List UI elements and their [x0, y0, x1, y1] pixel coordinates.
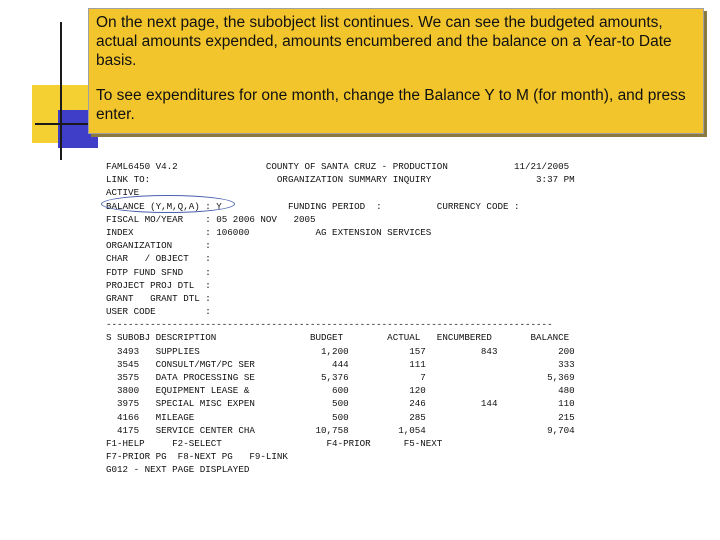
table-row[interactable]: 3575 DATA PROCESSING SE 5,376 7 5,369 — [106, 372, 575, 383]
terminal-inquiry-line: LINK TO: ORGANIZATION SUMMARY INQUIRY 3:37 PM — [106, 174, 575, 186]
function-keys-line-1: F1-HELP F2-SELECT F4-PRIOR F5-NEXT — [106, 437, 443, 449]
terminal-status-line: ACTIVE — [106, 187, 140, 199]
decorative-horizontal-line — [35, 123, 89, 125]
table-row[interactable]: 3800 EQUIPMENT LEASE & 600 120 480 — [106, 385, 575, 397]
table-header: S SUBOBJ DESCRIPTION BUDGET ACTUAL ENCUMBERED BALANCE — [106, 332, 570, 344]
balance-field[interactable]: BALANCE (Y,M,Q,A) : Y FUNDING PERIOD : CURRENCY CODE : — [106, 200, 520, 212]
fdtp-fund-field[interactable]: FDTP FUND SFND : — [106, 266, 211, 278]
status-message: G012 - NEXT PAGE DISPLAYED — [106, 464, 250, 476]
user-code-field[interactable]: USER CODE : — [106, 306, 211, 318]
divider-line: --------------------------------------------------------------------------------- — [106, 319, 553, 331]
callout-paragraph-month: To see expenditures for one month, change the Balance Y to M (for month), and press enter. — [96, 87, 686, 123]
table-row[interactable]: 3545 CONSULT/MGT/PC SER 444 111 333 — [106, 358, 575, 370]
instruction-callout — [88, 8, 704, 134]
terminal-title-line: FAML6450 V4.2 COUNTY OF SANTA CRUZ - PRODUCTION 11/21/2005 — [106, 161, 570, 172]
index-field[interactable]: INDEX : 106000 AG EXTENSION SERVICES — [106, 226, 432, 238]
organization-field[interactable]: ORGANIZATION : — [106, 240, 211, 252]
decorative-vertical-line — [60, 22, 62, 160]
project-field[interactable]: PROJECT PROJ DTL : — [106, 279, 211, 291]
fiscal-month-year-field[interactable]: FISCAL MO/YEAR : 05 2006 NOV 2005 — [106, 213, 316, 225]
table-row[interactable]: 3975 SPECIAL MISC EXPEN 500 246 144 110 — [106, 398, 575, 410]
table-row[interactable]: 3493 SUPPLIES 1,200 157 843 200 — [106, 345, 575, 357]
grant-field[interactable]: GRANT GRANT DTL : — [106, 292, 211, 304]
table-row[interactable]: 4166 MILEAGE 500 285 215 — [106, 411, 575, 423]
callout-paragraph-continues: On the next page, the subobject list continues. We can see the budgeted amounts, actual amounts expended, amounts encumbered and the balance on a Year-to Date basis. — [96, 14, 672, 69]
function-keys-line-2: F7-PRIOR PG F8-NEXT PG F9-LINK — [106, 451, 288, 463]
char-object-field[interactable]: CHAR / OBJECT : — [106, 253, 211, 265]
table-row[interactable]: 4175 SERVICE CENTER CHA 10,758 1,054 9,704 — [106, 424, 575, 436]
balance-highlight-circle — [101, 195, 235, 213]
